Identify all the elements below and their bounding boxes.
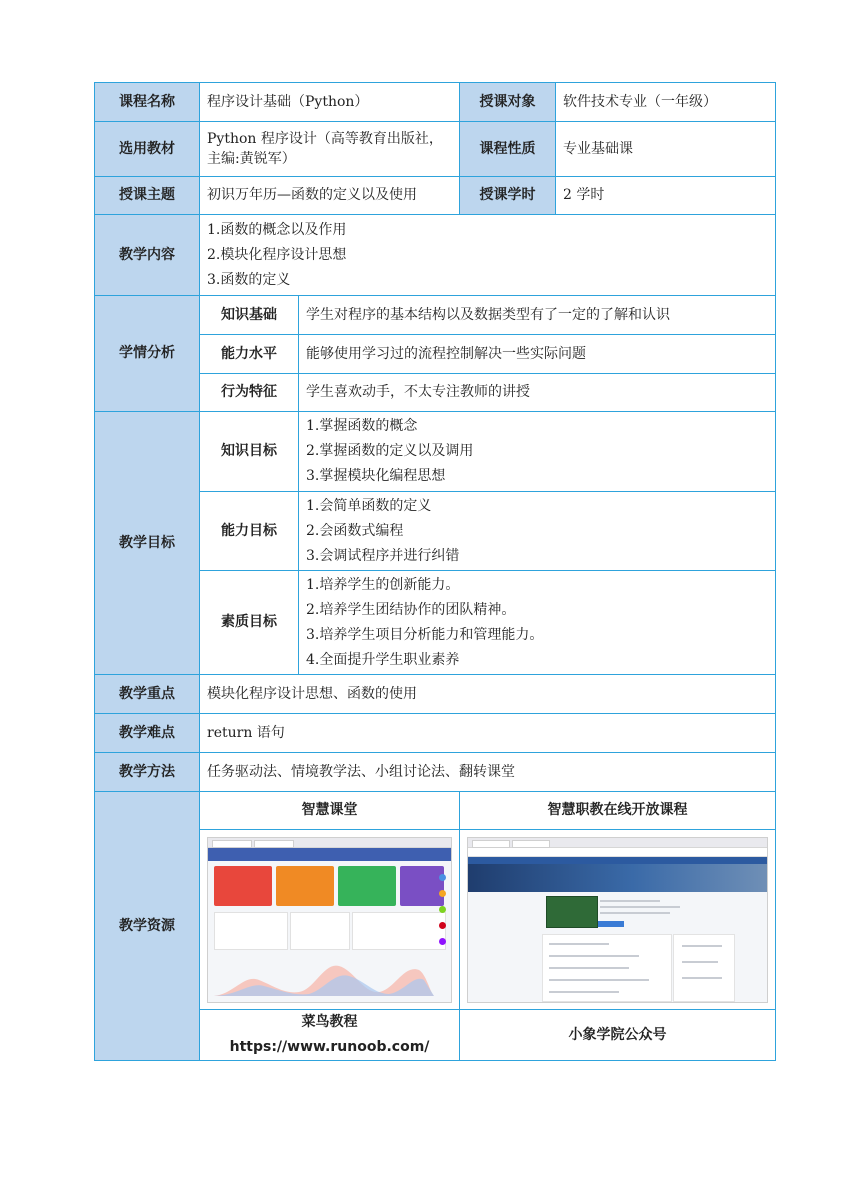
resources-label: 教学资源 [95,792,200,1061]
content-value [200,215,776,296]
row-goals-1 [95,412,776,492]
course-type-label: 课程性质 [460,122,556,177]
key-points-label: 教学重点 [95,675,200,714]
goal-value [299,571,776,675]
hours-value: 2 学时 [556,177,776,215]
goal-label: 素质目标 [200,571,299,675]
difficulty-label: 教学难点 [95,714,200,753]
python-course-image [546,896,598,928]
resource-online-course: 智慧职教在线开放课程 [460,792,776,830]
goal-label: 知识目标 [200,412,299,492]
online-course-screenshot-cell [460,830,776,1010]
course-type-value: 专业基础课 [556,122,776,177]
goal-line: 1.培养学生的创新能力。 [306,576,460,593]
online-course-screenshot [467,837,768,1003]
row-topic [95,177,776,215]
row-key-points [95,675,776,714]
goal-line: 1.掌握函数的概念 [306,418,418,434]
goal-line: 2.掌握函数的定义以及调用 [306,443,474,459]
goal-line: 4.全面提升学生职业素养 [306,651,460,668]
row-course-name [95,83,776,122]
resource-runoob: 菜鸟教程 https://www.runoob.com/ [200,1010,460,1061]
goal-line: 1.会简单函数的定义 [306,497,432,514]
goal-line: 2.培养学生团结协作的团队精神。 [306,601,516,618]
content-line: 1.函数的概念以及作用 [207,221,347,238]
textbook-label: 选用教材 [95,122,200,177]
goal-label: 能力目标 [200,492,299,571]
analysis-item-label: 能力水平 [200,335,299,374]
methods-value: 任务驱动法、情境教学法、小组讨论法、翻转课堂 [200,753,776,792]
goal-value [299,492,776,571]
content-line: 3.函数的定义 [207,271,291,288]
analysis-item-label: 行为特征 [200,374,299,412]
smart-classroom-screenshot [207,837,452,1003]
smart-classroom-screenshot-cell [200,830,460,1010]
lesson-plan-table [94,82,776,1061]
textbook-line: Python 程序设计（高等教育出版社， [207,131,443,147]
row-resources-1 [95,792,776,830]
course-name-value: 程序设计基础（Python） [200,83,460,122]
row-content [95,215,776,296]
hours-label: 授课学时 [460,177,556,215]
goal-line: 2.会函数式编程 [306,522,404,539]
resource-xiaoxiang: 小象学院公众号 [460,1010,776,1061]
topic-label: 授课主题 [95,177,200,215]
goal-line: 3.会调试程序并进行纠错 [306,547,460,564]
resource-smart-classroom: 智慧课堂 [200,792,460,830]
content-label: 教学内容 [95,215,200,296]
difficulty-value: return 语句 [200,714,776,753]
textbook-line: 主编:黄锐军） [207,151,296,167]
row-textbook [95,122,776,177]
analysis-item-value: 能够使用学习过的流程控制解决一些实际问题 [299,335,776,374]
goal-line: 3.掌握模块化编程思想 [306,468,446,484]
row-analysis-1 [95,296,776,335]
key-points-value: 模块化程序设计思想、函数的使用 [200,675,776,714]
topic-value: 初识万年历—函数的定义以及使用 [200,177,460,215]
row-methods [95,753,776,792]
textbook-value [200,122,460,177]
course-name-label: 课程名称 [95,83,200,122]
audience-value: 软件技术专业（一年级） [556,83,776,122]
analysis-label: 学情分析 [95,296,200,412]
goals-label: 教学目标 [95,412,200,675]
content-line: 2.模块化程序设计思想 [207,246,347,263]
goal-line: 3.培养学生项目分析能力和管理能力。 [306,626,544,643]
row-difficulty [95,714,776,753]
audience-label: 授课对象 [460,83,556,122]
analysis-item-label: 知识基础 [200,296,299,335]
goal-value [299,412,776,492]
analysis-item-value: 学生对程序的基本结构以及数据类型有了一定的了解和认识 [299,296,776,335]
methods-label: 教学方法 [95,753,200,792]
analysis-item-value: 学生喜欢动手，不太专注教师的讲授 [299,374,776,412]
